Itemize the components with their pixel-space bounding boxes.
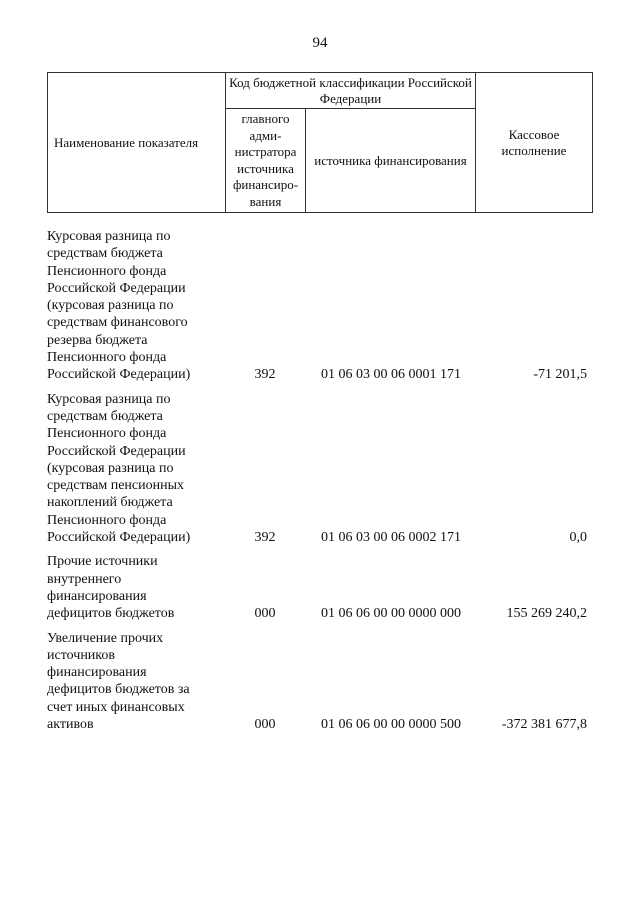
column-group-header-kbk: Код бюджетной классификации Российской Федерации [226, 73, 476, 109]
column-header-admin: главного адми-нистратора источника финансиро-вания [226, 109, 306, 213]
row-name-cell: Курсовая разница по средствам бюджета Пенсионного фонда Российской Федерации (курсовая разница по средствам пенсионных накоплений бюджета Пенсионного фонда Российской Федерации) [47, 391, 191, 546]
row-name-cell: Курсовая разница по средствам бюджета Пенсионного фонда Российской Федерации (курсовая разница по средствам финансового резерва бюджета Пенсионного фонда Российской Федерации) [47, 229, 191, 383]
row-admin-code-cell: 392 [254, 367, 276, 383]
row-amount-cell: -372 381 677,8 [501, 717, 587, 733]
table-row [47, 553, 592, 622]
row-admin-code-cell: 392 [254, 530, 276, 546]
table-row [47, 630, 592, 734]
column-header-source: источника финансирования [306, 109, 476, 213]
row-source-code-cell: 01 06 03 00 06 0001 171 [321, 367, 461, 383]
row-source-code-cell: 01 06 06 00 00 0000 000 [321, 606, 461, 622]
row-admin-code-cell: 000 [254, 717, 276, 733]
row-amount-cell: 0,0 [569, 530, 587, 546]
row-name-cell: Увеличение прочих источников финансирования дефицитов бюджетов за счет иных финансовых активов [47, 630, 190, 733]
table-header [47, 72, 593, 213]
row-source-code-cell: 01 06 03 00 06 0002 171 [321, 530, 461, 546]
table-row [47, 391, 592, 547]
column-header-name: Наименование показателя [48, 73, 226, 213]
row-name-cell: Прочие источники внутреннего финансирования дефицитов бюджетов [47, 554, 175, 622]
row-amount-cell: 155 269 240,2 [506, 606, 587, 622]
row-admin-code-cell: 000 [254, 606, 276, 622]
row-source-code-cell: 01 06 06 00 00 0000 500 [321, 717, 461, 733]
column-header-amount: Кассовое исполнение [476, 73, 593, 213]
table-body [47, 228, 592, 740]
page-number: 94 [312, 35, 328, 51]
table-row [47, 228, 592, 384]
row-amount-cell: -71 201,5 [533, 367, 587, 383]
